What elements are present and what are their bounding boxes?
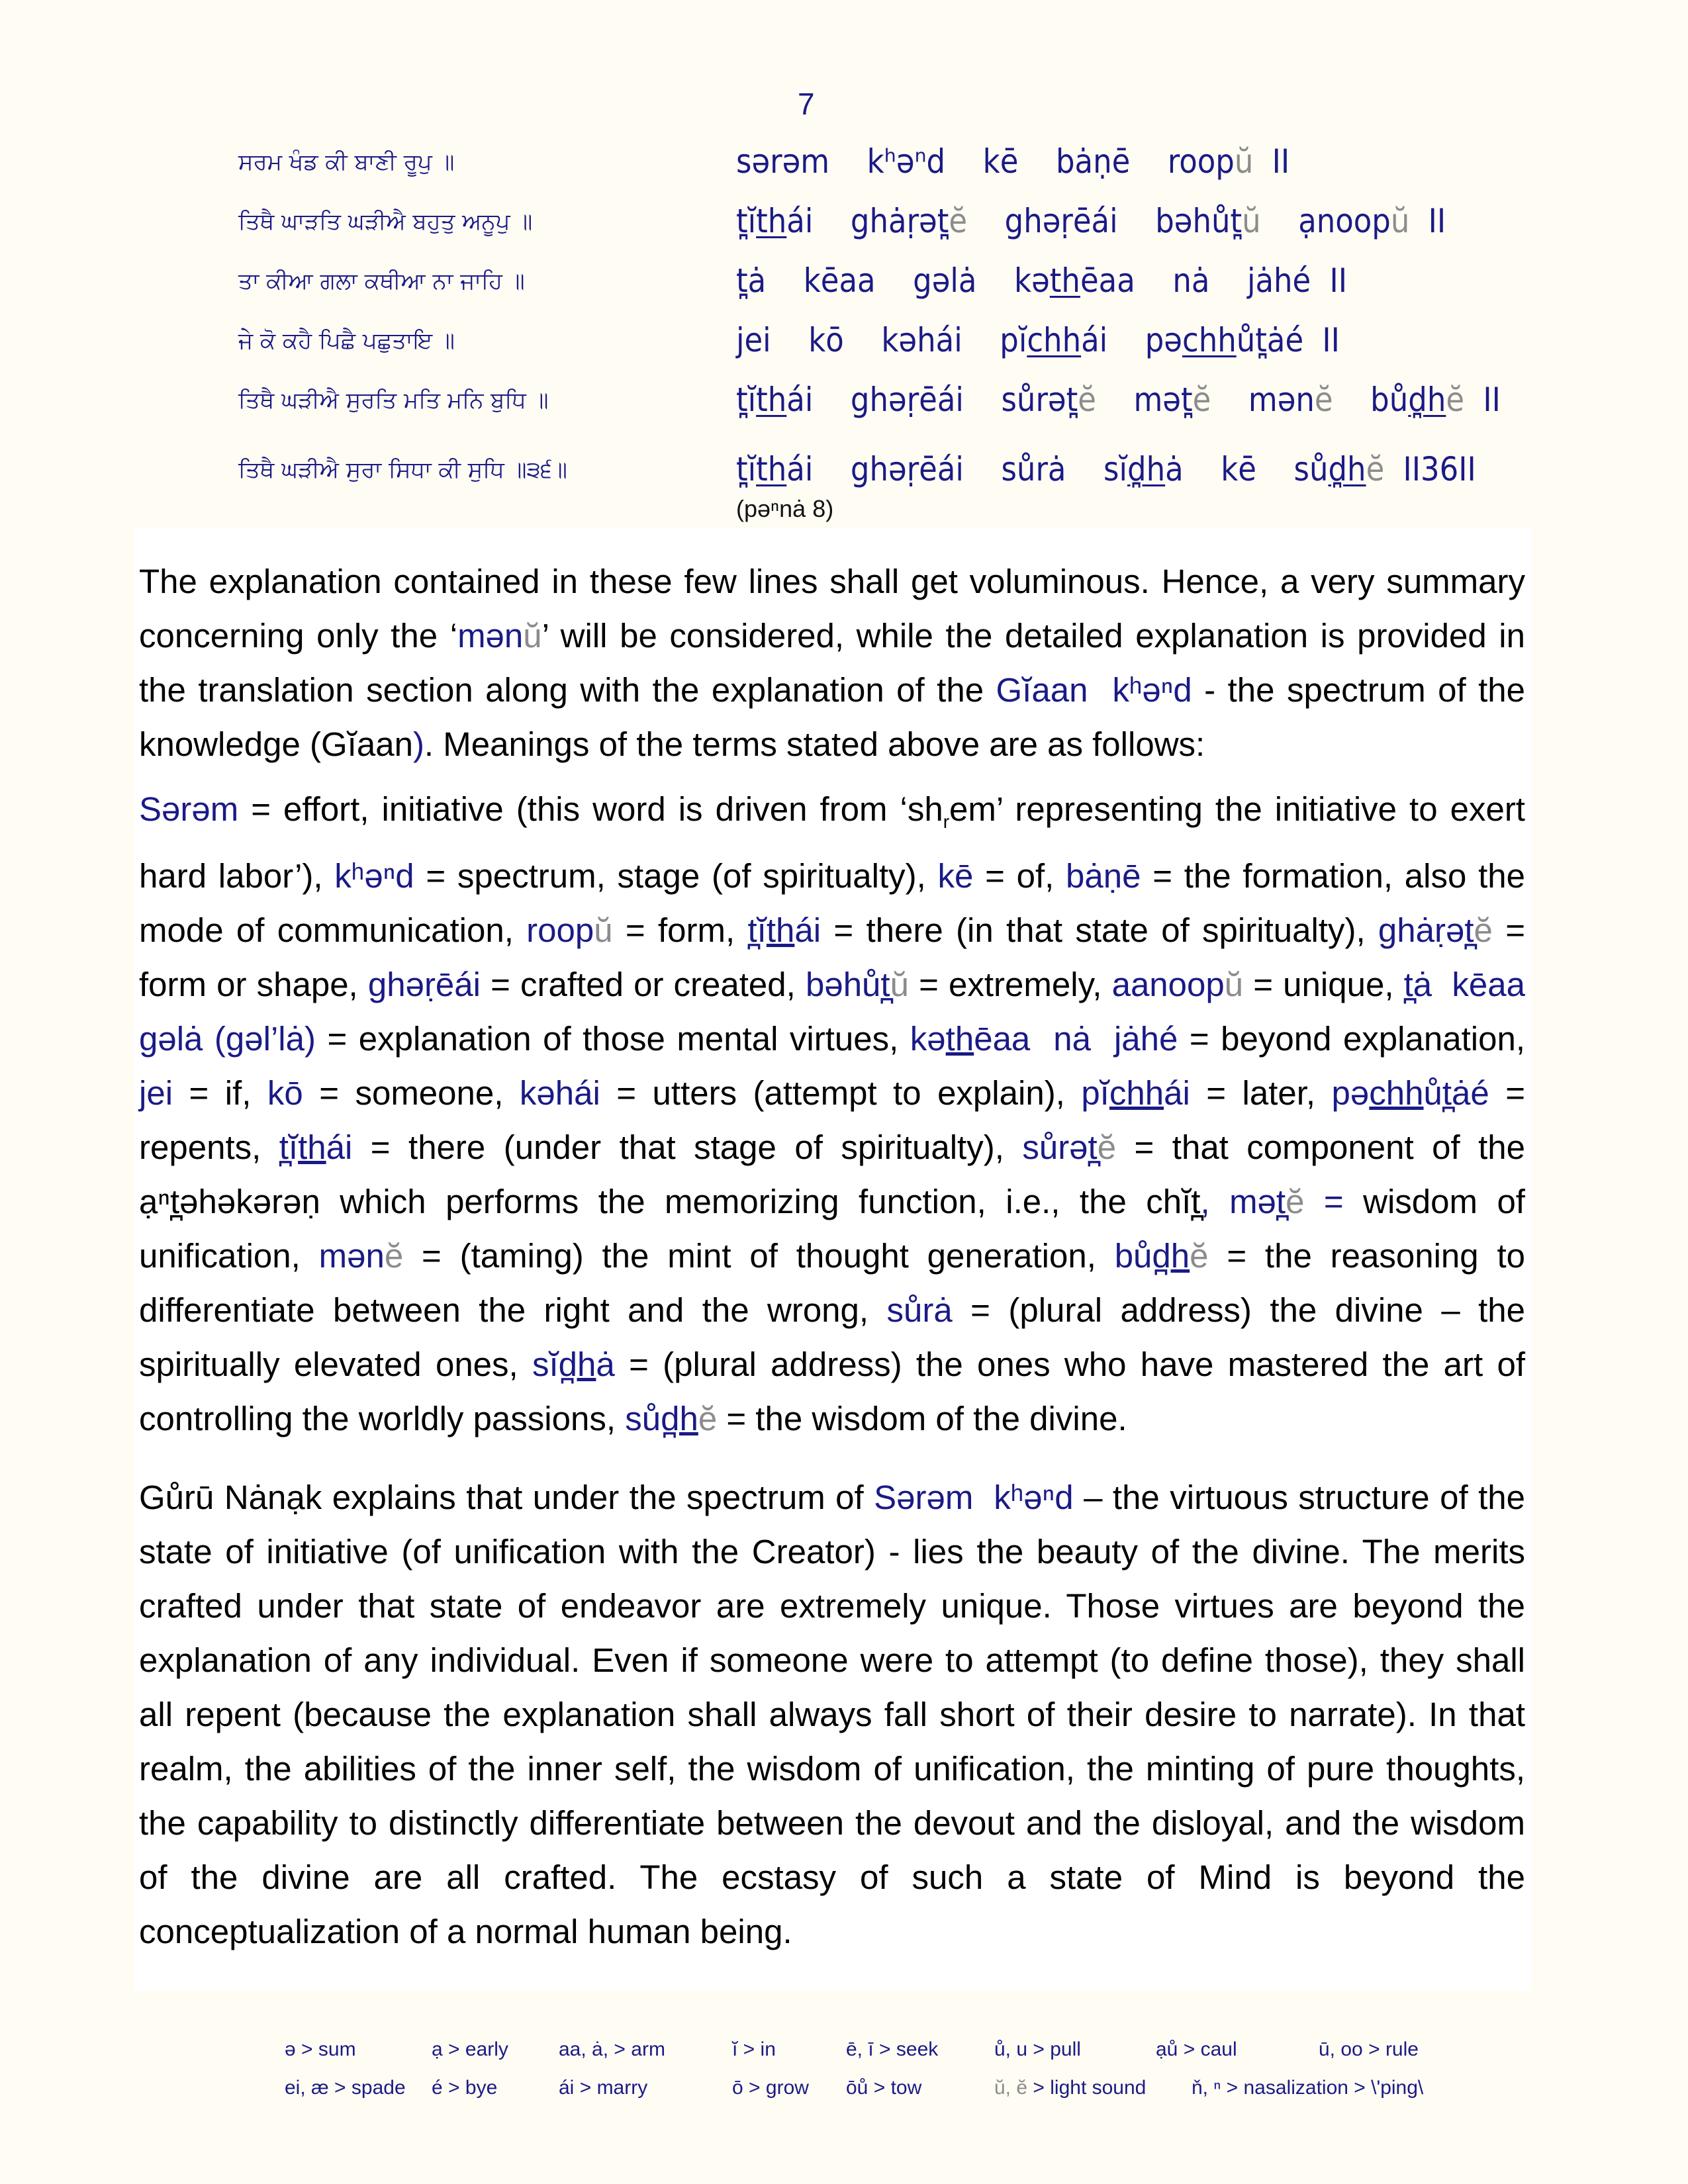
gurmukhi-verse: ਤਿਥੈ ਘੜੀਐ ਸੁਰਤਿ ਮਤਿ ਮਨਿ ਬੁਧਿ ॥ [238,387,549,414]
key-entry: ň, ⁿ > nasalization > \'ping\ [1192,2077,1424,2099]
pronunciation-key [285,2038,1476,2115]
gurmukhi-verse: ਤਾ ਕੀਆ ਗਲਾ ਕਥੀਆ ਨਾ ਜਾਹਿ ॥ [238,268,525,295]
transliteration-verse: jei kō kəhái pĭchhái pəchhůt̪ȧé II [736,321,1340,359]
key-entry: ē, ī > seek [846,2038,939,2060]
key-entry: ə > sum [285,2038,356,2060]
intro-paragraph: The explanation contained in these few lines shall get voluminous. Hence, a very summary concerning only the ‘mənŭ’ will be considered, while the detailed explanation is provided in the translation section along with the explanation of the Gĭaan kʰəⁿd - the spectrum of the knowledge (Gĭaan). Meanings of the terms stated above are as follows: [139,563,1526,763]
key-entry: ei, æ > spade [285,2077,406,2099]
key-entry: é > bye [432,2077,498,2099]
verse-line [0,381,1688,433]
pronunciation-key-row [285,2077,1476,2115]
key-entry: ōů > tow [846,2077,922,2099]
glossary-paragraph: Sərəm = effort, initiative (this word is driven from ‘$sh_rem$’ representing the initiative to exert hard labor’), kʰəⁿd = spectrum, stage (of spiritualty), kē = of, bȧṇē = the formation, also the mode of communication, roopŭ = form, t̪ĭthái = there (in that state of spiritualty), ghȧṛət̪ĕ = form or shape, ghəṛēái = crafted or created, bəhůt̪ŭ = extremely, aanoopŭ = unique, t̪ȧ kēaa gəlȧ (gəl’lȧ) = explanation of those mental virtues, kəthēaa nȧ jȧhé = beyond explanation, jei = if, kō = someone, kəhái = utters (attempt to explain), pĭchhái = later, pəchhůt̪ȧé = repents, t̪ĭthái = there (under that stage of spiritualty), sůrət̪ĕ = that component of the ạⁿt̪əhəkərəṇ which performs the memorizing function, i.e., the chĭt̪, mət̪ĕ = wisdom of unification, mənĕ = (taming) the mint of thought generation, bůd̪hĕ = the reasoning to differentiate between the right and the wrong, sůrȧ = (plural address) the divine – the spiritually elevated ones, sĭd̪hȧ = (plural address) the ones who have mastered the art of controlling the worldly passions, sůd̪hĕ = the wisdom of the divine. [139,790,1526,1438]
summary-paragraph: Gůrū Nȧnạk explains that under the spectrum of Sərəm kʰəⁿd – the virtuous structure of the state of initiative (of unification with the Creator) - lies the beauty of the divine. The merits crafted under that state of endeavor are extremely unique. Those virtues are beyond the explanation of any individual. Even if someone were to attempt (to define those), they shall all repent (because the explanation shall always fall short of their desire to narrate). In that realm, the abilities of the inner self, the wisdom of unification, the minting of pure thoughts, the capability to distinctly differentiate between the devout and the disloyal, and the wisdom of the divine are all crafted. The ecstasy of such a state of Mind is beyond the conceptualization of a normal human being. [139,1479,1525,1950]
transliteration-verse: t̪ĭthái ghəṛēái sůrȧ sĭd̪hȧ kē sůd̪hĕ II36II [736,450,1476,488]
transliteration-verse: sərəm kʰəⁿd kē bȧṇē roopŭ II [736,142,1290,181]
verse-line [0,321,1688,374]
verse-line [0,450,1688,503]
gurmukhi-verse: ਸਰਮ ਖੰਡ ਕੀ ਬਾਣੀ ਰੂਪੁ ॥ [238,149,455,175]
verse-line [0,142,1688,195]
commentary-block [134,528,1532,1991]
key-entry: ái > marry [559,2077,648,2099]
transliteration-verse: t̪ĭthái ghəṛēái sůrət̪ĕ mət̪ĕ mənĕ bůd̪hĕ II [736,381,1501,419]
verse-line [0,202,1688,255]
gurmukhi-verse: ਤਿਥੈ ਘਾੜਤਿ ਘੜੀਐ ਬਹੁਤੁ ਅਨੂਪੁ ॥ [238,208,533,235]
key-entry: ū, oo > rule [1319,2038,1419,2060]
transliteration-verse: t̪ĭthái ghȧṛət̪ĕ ghəṛēái bəhůt̪ŭ ạnoopŭ II [736,202,1446,240]
key-entry: ạ > early [432,2038,508,2060]
key-entry: ů, u > pull [994,2038,1081,2060]
key-entry: ạů > caul [1156,2038,1237,2060]
gurmukhi-verse: ਤਿਥੈ ਘੜੀਐ ਸੁਰਾ ਸਿਧਾ ਕੀ ਸੁਧਿ ॥੩੬॥ [238,457,567,483]
page-number: 7 [798,87,815,121]
key-entry: ō > grow [732,2077,809,2099]
page-reference: (pəⁿnȧ 8) [736,495,834,522]
pronunciation-key-row [285,2038,1476,2077]
key-entry: ĭ > in [732,2038,776,2060]
gurmukhi-verse: ਜੇ ਕੋ ਕਹੈ ਪਿਛੈ ਪਛੁਤਾਇ ॥ [238,328,455,354]
transliteration-verse: t̪ȧ kēaa gəlȧ kəthēaa nȧ jȧhé II [736,261,1348,300]
key-entry: aa, ȧ, > arm [559,2038,665,2060]
key-entry: ŭ, ĕ > light sound [994,2077,1147,2099]
verse-line [0,261,1688,314]
